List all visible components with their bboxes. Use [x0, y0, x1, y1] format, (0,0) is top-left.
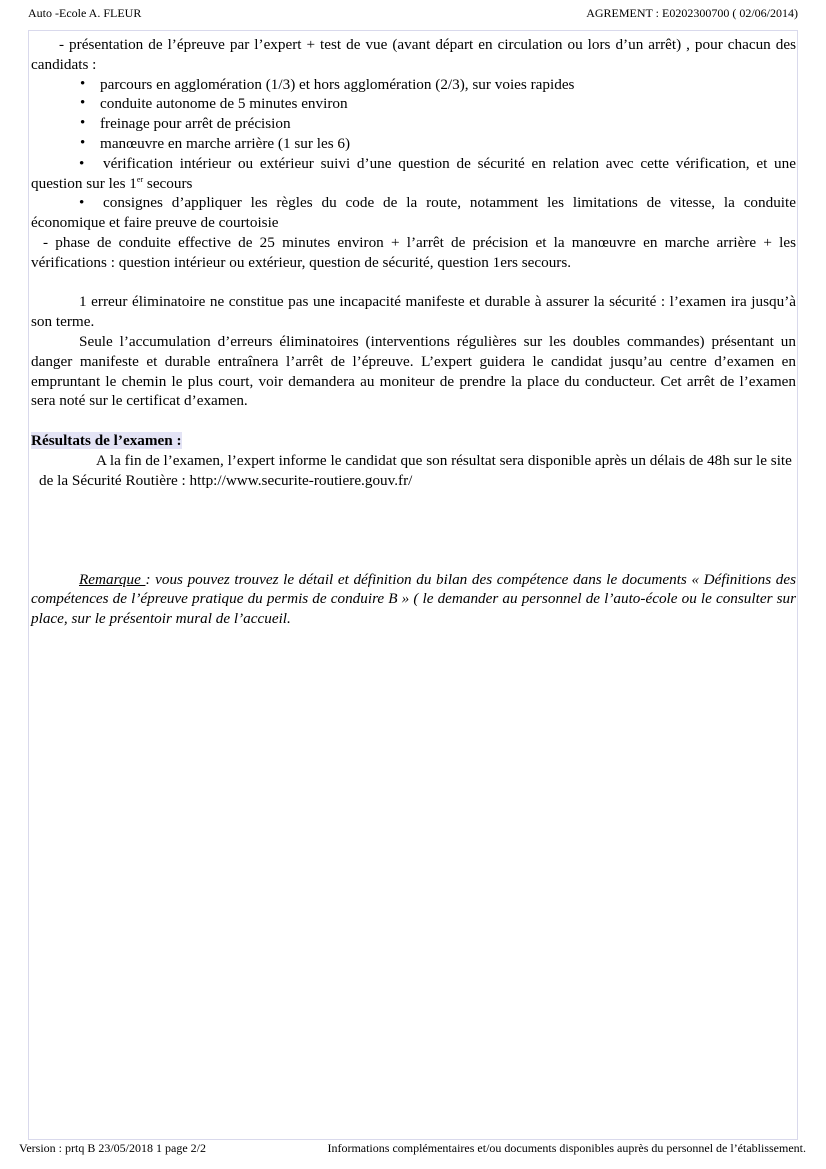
remark-paragraph [31, 570, 796, 629]
list-item: • parcours en agglomération (1/3) et hors agglomération (2/3), sur voies rapides [100, 75, 796, 95]
list-item-rules: • consignes d’appliquer les règles du code de la route, notamment les limitations de vitesse, la conduite économique et faire preuve de courtoisie [31, 193, 796, 233]
driving-phase-paragraph: - phase de conduite effective de 25 minutes environ + l’arrêt de précision et la manœuvre en marche arrière + les vérifications : question intérieur ou extérieur, question de sécurité, question 1ers secours. [31, 233, 796, 271]
remark-text: : vous pouvez trouvez le détail et définition du bilan des compétence dans le documents « Définitions des compétences de l’épreuve pratique du permis de conduire B » ( le demander au personnel de l’auto-école ou le consulter sur place, sur le présentoir mural de l’accueil. [31, 570, 796, 628]
header-school-name: Auto -Ecole A. FLEUR [28, 6, 142, 20]
verification-text-end: secours [143, 174, 193, 192]
exam-steps-list [31, 75, 796, 154]
footer-info: Informations complémentaires et/ou documents disponibles auprès du personnel de l’établissement. [327, 1141, 806, 1155]
list-item: • manœuvre en marche arrière (1 sur les 6) [100, 134, 796, 154]
results-paragraph: A la fin de l’examen, l’expert informe le candidat que son résultat sera disponible après un délais de 48h sur le site de la Sécurité Routière : http://www.securite-routiere.gouv.fr/ [39, 451, 792, 489]
remark-label: Remarque [79, 570, 146, 588]
list-item: • freinage pour arrêt de précision [100, 114, 796, 134]
list-item-verification [31, 154, 796, 194]
verification-text: vérification intérieur ou extérieur suivi d’une question de sécurité en relation avec cette vérification, et une question sur les 1 [31, 154, 796, 192]
intro-paragraph: - présentation de l’épreuve par l’expert + test de vue (avant départ en circulation ou lors d’un arrêt) , pour chacun des candidats : [31, 36, 796, 73]
list-item: • conduite autonome de 5 minutes environ [100, 94, 796, 114]
accumulation-paragraph: Seule l’accumulation d’erreurs éliminatoires (interventions régulières sur les doubles commandes) présentant un danger manifeste et durable entraînera l’arrêt de l’épreuve. L’expert guidera le candidat jusqu’au centre d’examen en empruntant le chemin le plus court, voir demandera au moniteur de prendre la place du conducteur. Cet arrêt de l’examen sera noté sur le certificat d’examen. [31, 332, 796, 410]
footer-version: Version : prtq B 23/05/2018 1 page 2/2 [19, 1141, 206, 1155]
header-agreement: AGREMENT : E0202300700 ( 02/06/2014) [586, 6, 798, 20]
results-heading: Résultats de l’examen : [31, 431, 182, 449]
ordinal-superscript: er [136, 174, 144, 184]
error-paragraph: 1 erreur éliminatoire ne constitue pas une incapacité manifeste et durable à assurer la sécurité : l’examen ira jusqu’à son terme. [31, 293, 796, 331]
document-body [31, 35, 796, 629]
